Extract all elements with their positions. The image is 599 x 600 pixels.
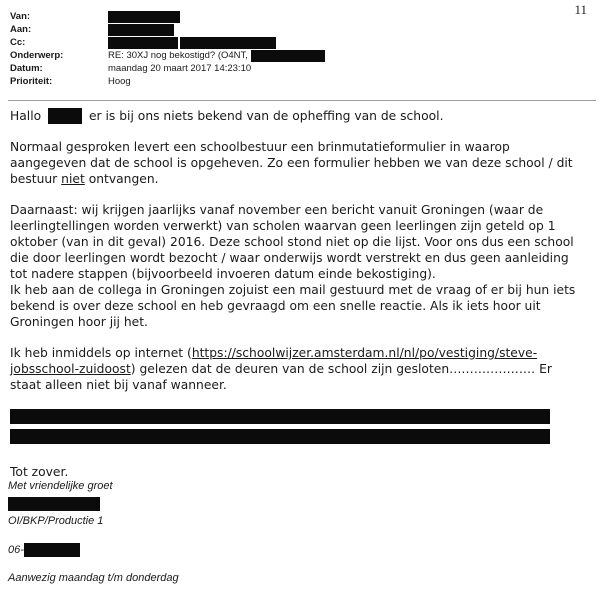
header-row-subject [10,49,590,62]
signature-availability: Aanwezig maandag t/m donderdag [8,572,179,584]
redacted-cc-1 [108,37,178,49]
phone-prefix: 06- [8,544,24,556]
priority-label: Prioriteit: [10,76,53,87]
redacted-name [48,108,82,124]
redacted-sender [108,11,180,23]
priority-value: Hoog [108,76,131,87]
paragraph-internet-start: Ik heb inmiddels op internet ( [10,346,192,360]
underlined-niet: niet [61,172,85,186]
redacted-cc-2 [180,37,276,49]
header-row-date [10,62,590,75]
greeting-hello: Hallo [10,109,42,123]
header-row-priority [10,75,590,88]
from-label: Van: [10,11,31,22]
redacted-phone [24,543,80,557]
redacted-paragraph-line-2 [10,429,550,444]
date-value: maandag 20 maart 2017 14:23:10 [108,63,252,74]
subject-value: RE: 30XJ nog bekostigd? (O4NT, [108,50,248,61]
header-divider [8,100,596,101]
email-header [10,10,590,88]
date-label: Datum: [10,63,43,74]
signature-phone [8,543,80,557]
paragraph-form [10,139,585,187]
header-row-cc [10,36,590,49]
subject-label: Onderwerp: [10,50,64,61]
redacted-subject [251,50,325,62]
page-number: 11 [574,2,587,17]
cc-label: Cc: [10,37,26,48]
paragraph-internet-end: ) gelezen dat de deuren van de school zijn gesloten………………… Er staat alleen niet bij vanaf wanneer. [10,362,552,392]
header-row-from [10,10,590,23]
greeting-text: er is bij ons niets bekend van de opheffing van de school. [88,109,444,123]
redacted-signature-name [8,497,100,511]
header-row-to [10,23,590,36]
greeting-paragraph [10,108,585,124]
closing-text: Tot zover. [10,465,69,479]
paragraph-form-end: ontvangen. [88,172,159,186]
signature-department: OI/BKP/Productie 1 [8,515,104,527]
signature-regards: Met vriendelijke groet [8,480,113,492]
paragraph-internet [10,345,585,393]
paragraph-form-text: Normaal gesproken levert een schoolbestuur een brinmutatieformulier in waarop aangegeven dat de school is opgeheven. Zo een formulier hebben we van deze school / dit bestuur [10,140,573,186]
paragraph-colleague: Ik heb aan de collega in Groningen zojuist een mail gestuurd met de vraag of er bij hun iets bekend is over deze school en heb gevraagd om een snelle reactie. Als ik iets hoor uit Groningen hoor jij het. [10,283,576,329]
redacted-recipient [108,24,174,36]
to-label: Aan: [10,24,32,35]
email-body [10,108,585,480]
schoolwijzer-link[interactable]: https://schoolwijzer.amsterdam.nl/nl/po/vestiging/steve-jobsschool-zuidoost [10,346,538,376]
redacted-paragraph-line-1 [10,409,550,424]
paragraph-groningen: Daarnaast: wij krijgen jaarlijks vanaf november een bericht vanuit Groningen (waar de leerlingtellingen worden verwerkt) van scholen waarvan geen leerlingen zijn geteld op 1 oktober (van in dit geval) 2016. Deze school stond niet op die lijst. Voor ons dus een school die door leerlingen wordt bezocht / waar onderwijs wordt verstrekt en dus geen aanleiding tot nadere stappen (bijvoorbeeld invoeren datum einde bekostiging). [10,203,574,281]
